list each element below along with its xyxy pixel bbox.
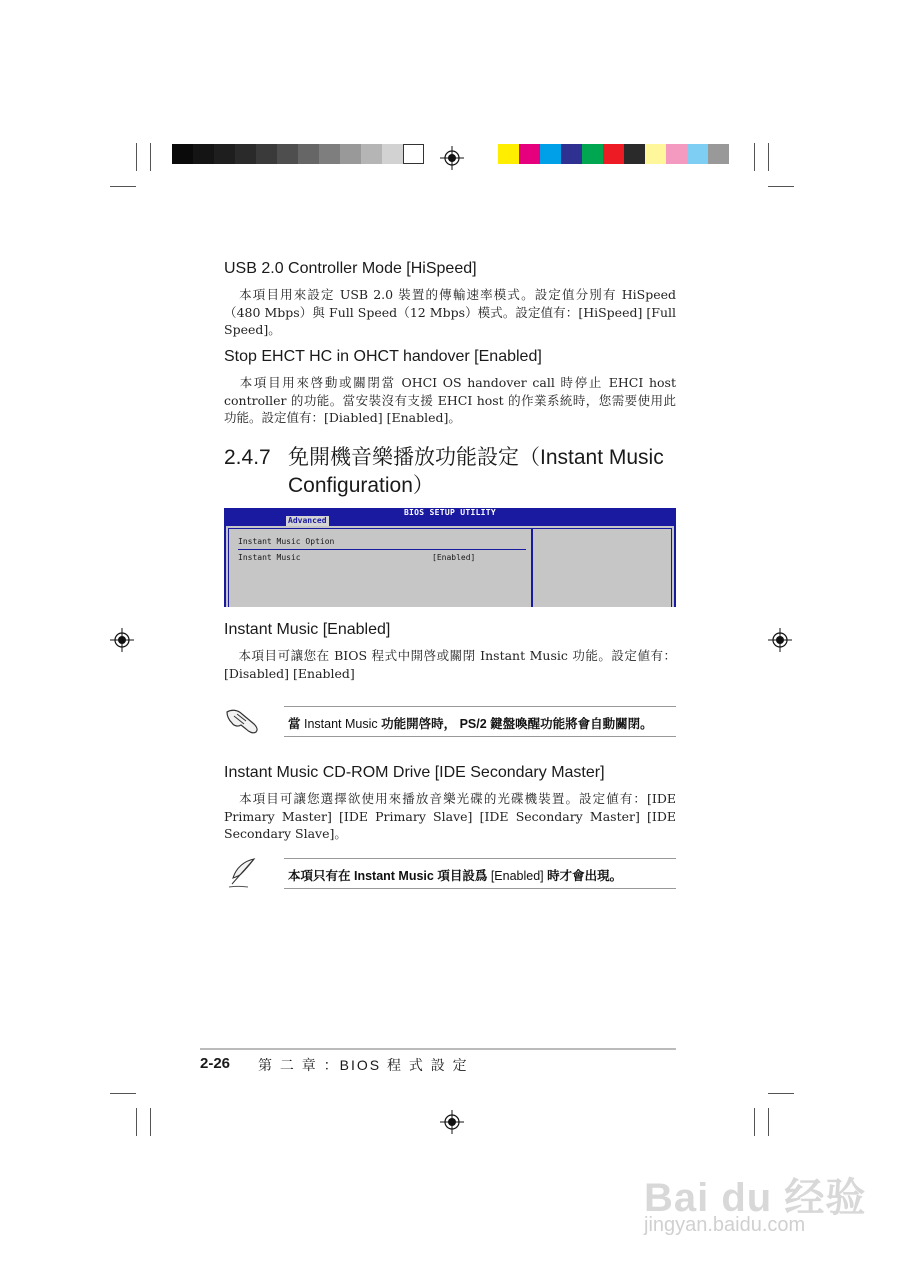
- calibration-swatch: [498, 144, 519, 164]
- bios-header-bar: [224, 508, 676, 526]
- calibration-swatch: [382, 144, 403, 164]
- section-number: 2.4.7: [224, 446, 271, 469]
- calibration-swatch: [603, 144, 624, 164]
- usb-controller-heading: USB 2.0 Controller Mode [HiSpeed]: [224, 260, 477, 277]
- bios-title: BIOS SETUP UTILITY: [403, 508, 497, 517]
- calibration-swatch: [361, 144, 382, 164]
- calibration-swatch: [540, 144, 561, 164]
- calibration-swatch: [193, 144, 214, 164]
- bios-help-pane: [532, 528, 672, 607]
- gray-calibration-bar: [172, 144, 424, 164]
- calibration-swatch: [708, 144, 729, 164]
- chapter-title: 第 二 章 ：BIOS 程 式 設 定: [258, 1057, 469, 1073]
- note-rule-bottom: [284, 888, 676, 889]
- footer-rule: [200, 1048, 676, 1050]
- calibration-swatch: [687, 144, 708, 164]
- ehci-handover-description: 本項目用來啓動或關閉當 OHCI OS handover call 時停止 EHCI host controller 的功能。當安裝沒有支援 EHCI host 的作業系統時，您需要使用此功能。設定值有：[Diabled] [Enabled]。: [224, 375, 676, 425]
- usb-controller-description: 本項目用來設定 USB 2.0 裝置的傳輸速率模式。設定值分別有 HiSpeed（480 Mbps）與 Full Speed（12 Mbps）模式。設定值有：[HiSpeed] [Full Speed]。: [224, 287, 676, 337]
- calibration-swatch: [319, 144, 340, 164]
- bios-tab-advanced: Advanced: [288, 516, 327, 525]
- section-247-heading: [224, 444, 664, 500]
- calibration-swatch: [645, 144, 666, 164]
- ehci-handover-heading: Stop EHCT HC in OHCT handover [Enabled]: [224, 348, 542, 365]
- feather-quill-icon: [226, 856, 260, 890]
- registration-mark-icon: [768, 628, 792, 652]
- note-text: 本項只有在 Instant Music 項目設爲 [Enabled] 時才會出現。: [288, 869, 623, 883]
- registration-mark-icon: [440, 146, 464, 170]
- bios-divider: [238, 549, 526, 550]
- calibration-swatch: [256, 144, 277, 164]
- note-ps2-wakeup: [224, 704, 676, 740]
- calibration-swatch: [582, 144, 603, 164]
- bios-settings-pane: [228, 528, 532, 607]
- bios-section-title: Instant Music Option: [238, 537, 335, 546]
- registration-mark-icon: [440, 1110, 464, 1134]
- instant-music-description: 本項目可讓您在 BIOS 程式中開啓或關閉 Instant Music 功能。設定値有：[Disabled] [Enabled]: [224, 648, 676, 681]
- bios-item-label: Instant Music: [238, 553, 301, 562]
- color-calibration-bar: [498, 144, 729, 164]
- calibration-swatch: [340, 144, 361, 164]
- hand-pointing-icon: [224, 706, 264, 736]
- calibration-swatch: [666, 144, 687, 164]
- baidu-jingyan-watermark-logo: Bai du 经验: [644, 1176, 867, 1220]
- cdrom-drive-heading: Instant Music CD-ROM Drive [IDE Secondary Master]: [224, 764, 605, 781]
- section-title-line1: 免開機音樂播放功能設定（Instant Music: [288, 446, 664, 469]
- note-rule-bottom: [284, 736, 676, 737]
- calibration-swatch: [561, 144, 582, 164]
- baidu-jingyan-watermark-url: jingyan.baidu.com: [644, 1214, 806, 1236]
- bios-body: [224, 526, 676, 607]
- page-number: 2-26: [200, 1055, 231, 1072]
- registration-mark-icon: [110, 628, 134, 652]
- section-title-line2: Configuration）: [288, 474, 434, 497]
- calibration-swatch: [277, 144, 298, 164]
- bios-item-value: [Enabled]: [432, 553, 476, 562]
- calibration-swatch: [519, 144, 540, 164]
- bios-screenshot: [224, 508, 676, 607]
- note-text: 當 Instant Music 功能開啓時， PS/2 鍵盤喚醒功能將會自動關閉。: [288, 717, 653, 731]
- note-rule-top: [284, 706, 676, 707]
- calibration-swatch: [214, 144, 235, 164]
- instant-music-heading: Instant Music [Enabled]: [224, 621, 391, 638]
- note-rule-top: [284, 858, 676, 859]
- calibration-swatch: [235, 144, 256, 164]
- note-instant-music-dependency: [224, 856, 676, 892]
- calibration-swatch: [624, 144, 645, 164]
- calibration-swatch: [172, 144, 193, 164]
- calibration-swatch: [403, 144, 424, 164]
- cdrom-drive-description: 本項目可讓您選擇欲使用來播放音樂光碟的光碟機裝置。設定値有：[IDE Primary Master] [IDE Primary Slave] [IDE Secondary Master] [IDE Secondary Slave]。: [224, 791, 676, 841]
- calibration-swatch: [298, 144, 319, 164]
